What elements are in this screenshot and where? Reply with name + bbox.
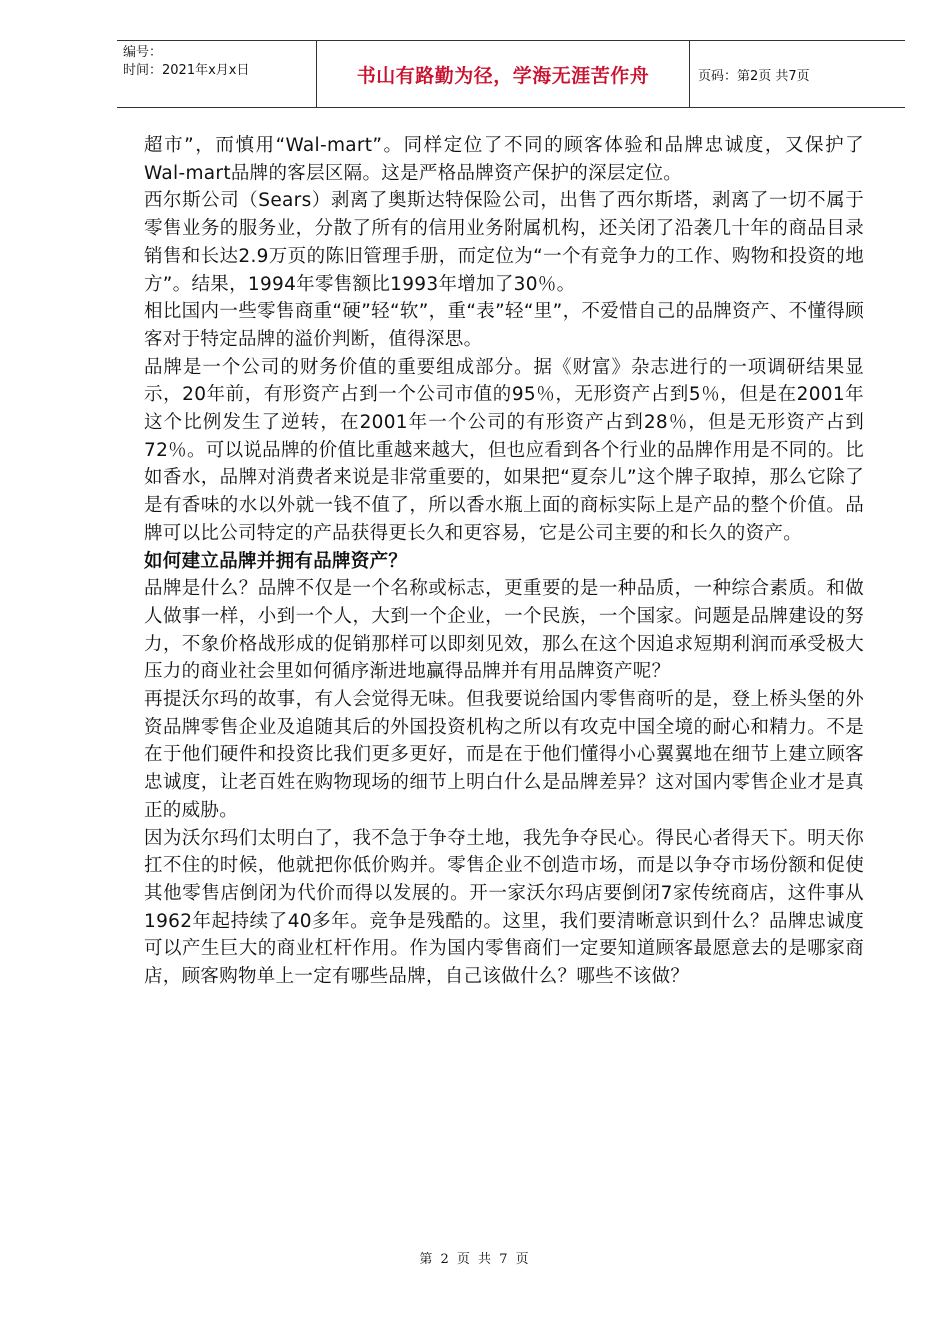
paragraph-walmart-positioning: 超市”，而慎用“Wal-mart”。同样定位了不同的顾客体验和品牌忠诚度，又保护了Wal-mart品牌的客层区隔。这是严格品牌资产保护的深层定位。	[144, 135, 864, 184]
page-footer: 第 2 页 共 7 页	[419, 1252, 531, 1267]
paragraph-walmart-story: 再提沃尔玛的故事，有人会觉得无味。但我要说给国内零售商听的是，登上桥头堡的外资品牌零售企业及追随其后的外国投资机构之所以有攻克中国全境的耐心和精力。不是在于他们硬件和投资比我们更多更好，而是在于他们懂得小心翼翼地在细节上建立顾客忠诚度，让老百姓在购物现场的细节上明白什么是品牌差异？这对国内零售企业才是真正的威胁。	[144, 689, 864, 821]
page-header	[117, 40, 905, 108]
paragraph-walmart-strategy: 因为沃尔玛们太明白了，我不急于争夺土地，我先争夺民心。得民心者得天下。明天你扛不住的时候，他就把你低价购并。零售企业不创造市场，而是以争夺市场份额和促使其他零售店倒闭为代价而得以发展的。开一家沃尔玛店要倒闭7家传统商店，这件事从1962年起持续了40多年。竞争是残酷的。这里，我们要清晰意识到什么？品牌忠诚度可以产生巨大的商业杠杆作用。作为国内零售商们一定要知道顾客最愿意去的是哪家商店，顾客购物单上一定有哪些品牌，自己该做什么？哪些不该做？	[144, 827, 864, 988]
header-meta	[117, 41, 317, 107]
document-time: 时间：2021年x月x日	[123, 63, 250, 78]
paragraph-sears: 西尔斯公司（Sears）剥离了奥斯达特保险公司，出售了西尔斯塔，剥离了一切不属于零售业务的服务业，分散了所有的信用业务附属机构，还关闭了沿袭几十年的商品目录销售和长达2.9万页的陈旧管理手册，而定位为“一个有竞争力的工作、购物和投资的地方”。结果，1994年零售额比1993年增加了30％。	[144, 190, 864, 295]
header-motto: 书山有路勤为径，学海无涯苦作舟	[317, 41, 690, 107]
paragraph-brand-value: 品牌是一个公司的财务价值的重要组成部分。据《财富》杂志进行的一项调研结果显示，20年前，有形资产占到一个公司市值的95％，无形资产占到5％，但是在2001年这个比例发生了逆转，在2001年一个公司的有形资产占到28％，但是无形资产占到72％。可以说品牌的价值比重越来越大，但也应看到各个行业的品牌作用是不同的。比如香水，品牌对消费者来说是非常重要的，如果把“夏奈儿”这个牌子取掉，那么它除了是有香味的水以外就一钱不值了，所以香水瓶上面的商标实际上是产品的整个价值。品牌可以比公司特定的产品获得更长久和更容易，它是公司主要的和长久的资产。	[144, 356, 864, 544]
document-number-label: 编号：	[123, 45, 163, 60]
paragraph-what-is-brand: 品牌是什么？品牌不仅是一个名称或标志，更重要的是一种品质，一种综合素质。和做人做事一样，小到一个人，大到一个企业，一个民族，一个国家。问题是品牌建设的努力，不象价格战形成的促销那样可以即刻见效，那么在这个因追求短期利润而承受极大压力的商业社会里如何循序渐进地赢得品牌并有用品牌资产呢？	[144, 578, 864, 683]
section-heading: 如何建立品牌并拥有品牌资产？	[144, 550, 408, 572]
paragraph-domestic-retailers: 相比国内一些零售商重“硬”轻“软”，重“表”轻“里”，不爱惜自己的品牌资产、不懂得顾客对于特定品牌的溢价判断，值得深思。	[144, 301, 864, 350]
header-page-info: 页码：第2页 共7页	[698, 68, 810, 84]
document-body	[144, 132, 864, 991]
